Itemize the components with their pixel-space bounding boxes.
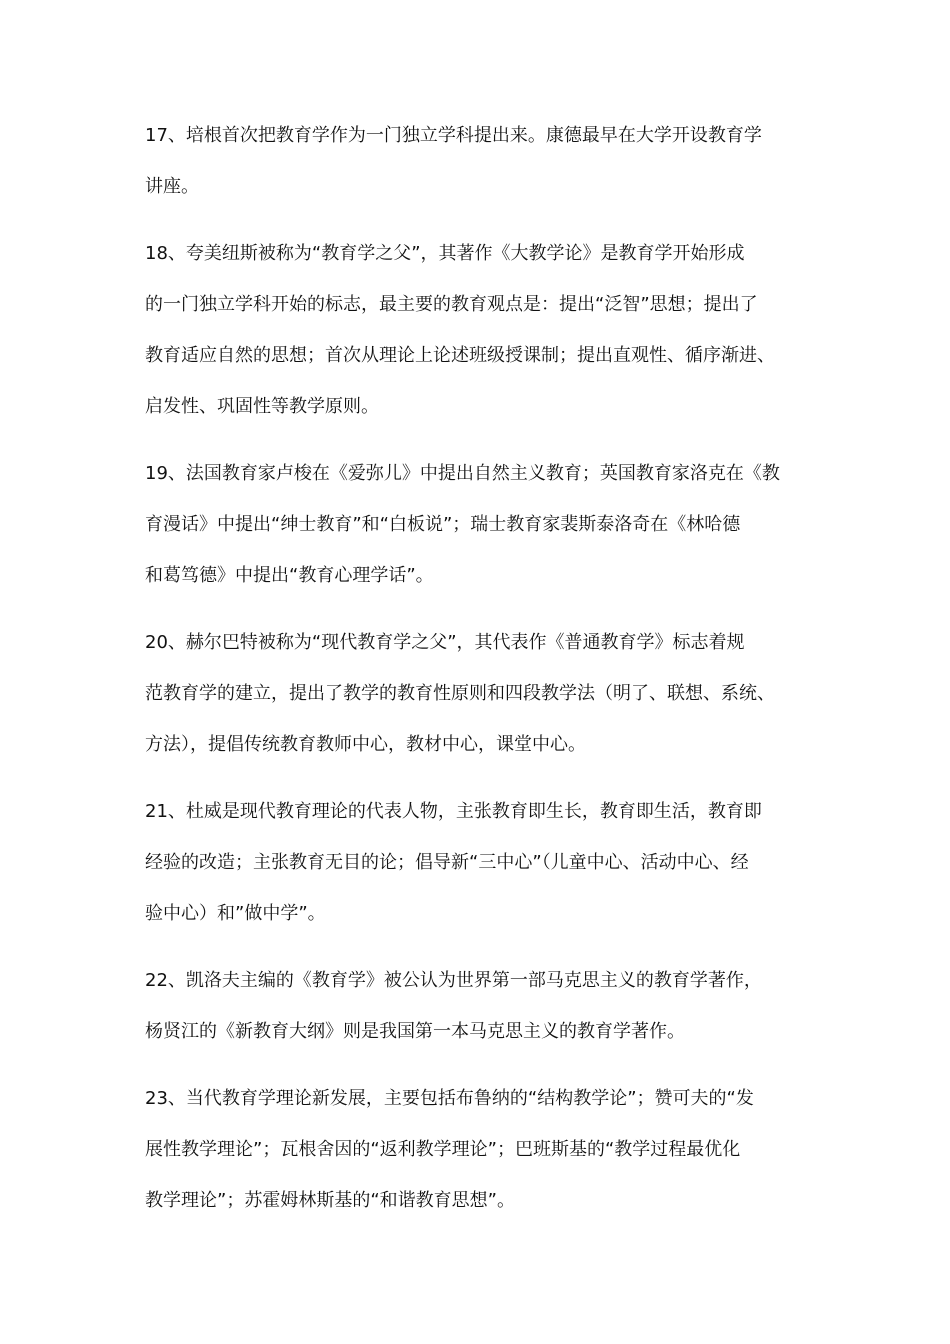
text-line: 验中心）和”做中学”。 — [145, 903, 326, 924]
text-line: 18、夸美纽斯被称为“教育学之父”，其著作《大教学论》是教育学开始形成 — [145, 243, 745, 264]
text-line: 教学理论”；苏霍姆林斯基的“和谐教育思想”。 — [145, 1190, 515, 1211]
text-line: 教育适应自然的思想；首次从理论上论述班级授课制；提出直观性、循序渐进、 — [145, 345, 775, 366]
text-line: 启发性、巩固性等教学原则。 — [145, 396, 379, 417]
text-line: 杨贤江的《新教育大纲》则是我国第一本马克思主义的教育学著作。 — [145, 1021, 685, 1042]
text-line: 经验的改造；主张教育无目的论；倡导新“三中心”（儿童中心、活动中心、经 — [145, 852, 749, 873]
paragraph-22 — [145, 955, 813, 1057]
document-body — [145, 110, 813, 1242]
paragraph-21 — [145, 786, 813, 939]
text-line: 讲座。 — [145, 176, 199, 197]
paragraph-17 — [145, 110, 813, 212]
text-line: 育漫话》中提出“绅士教育”和“白板说”；瑞士教育家裴斯泰洛奇在《林哈德 — [145, 514, 741, 535]
text-line: 的一门独立学科开始的标志，最主要的教育观点是：提出“泛智”思想；提出了 — [145, 294, 758, 315]
text-line: 22、凯洛夫主编的《教育学》被公认为世界第一部马克思主义的教育学著作， — [145, 970, 762, 991]
text-line: 17、培根首次把教育学作为一门独立学科提出来。康德最早在大学开设教育学 — [145, 125, 762, 146]
text-line: 19、法国教育家卢梭在《爱弥儿》中提出自然主义教育；英国教育家洛克在《教 — [145, 463, 780, 484]
text-line: 方法），提倡传统教育教师中心，教材中心，课堂中心。 — [145, 734, 586, 755]
text-line: 21、杜威是现代教育理论的代表人物，主张教育即生长，教育即生活，教育即 — [145, 801, 762, 822]
text-line: 20、赫尔巴特被称为“现代教育学之父”，其代表作《普通教育学》标志着规 — [145, 632, 745, 653]
paragraph-23 — [145, 1073, 813, 1226]
text-line: 展性教学理论”；瓦根舍因的“返利教学理论”；巴班斯基的“教学过程最优化 — [145, 1139, 741, 1160]
paragraph-20 — [145, 617, 813, 770]
text-line: 范教育学的建立，提出了教学的教育性原则和四段教学法（明了、联想、系统、 — [145, 683, 775, 704]
text-line: 和葛笃德》中提出“教育心理学话”。 — [145, 565, 434, 586]
paragraph-19 — [145, 448, 813, 601]
text-line: 23、当代教育学理论新发展，主要包括布鲁纳的“结构教学论”；赞可夫的“发 — [145, 1088, 754, 1109]
paragraph-18 — [145, 228, 813, 432]
